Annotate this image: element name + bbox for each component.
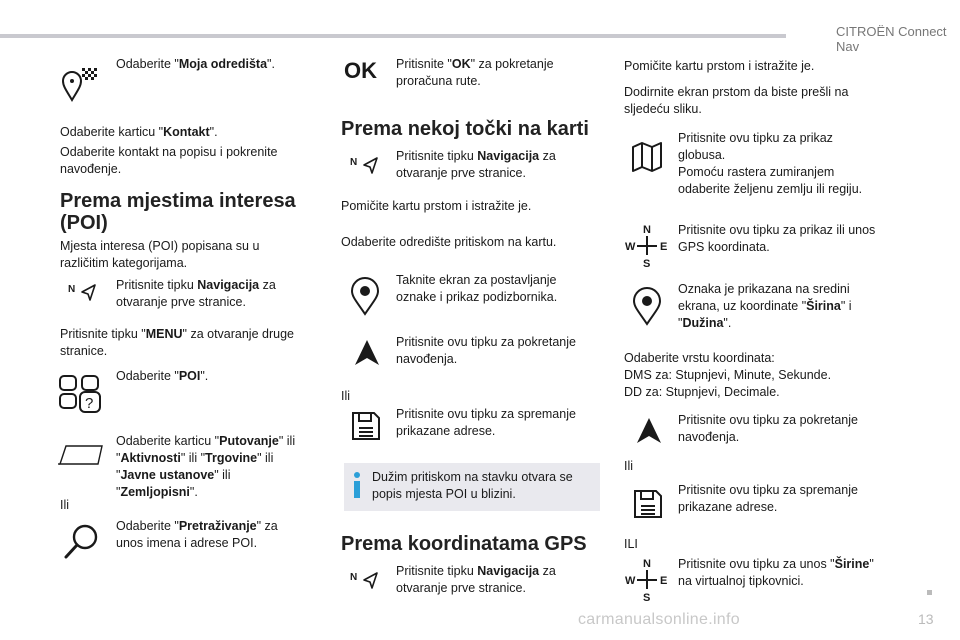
kontakt-tab-text: Odaberite karticu "Kontakt". [60,125,218,139]
select-destination-text: Odaberite odredište pritiskom na kartu. [341,235,557,249]
marker-coordinates-text: Oznaka je prikazana na sredini ekrana, uz koordinate "Širina" i "Dužina". [678,282,852,330]
navigation-icon [68,282,98,306]
save-icon [350,410,382,442]
compass-coordinates-icon [624,556,670,602]
svg-text:E: E [660,241,668,253]
start-nav-text-col3: Pritisnite ovu tipku za pokretanje navođenja. [678,413,858,444]
menu-text: Pritisnite tipku "MENU" za otvaranje druge stranice. [60,327,294,358]
navigation-icon [350,570,380,594]
category-tabs-text: Odaberite karticu "Putovanje" ili "Aktivnosti" ili "Trgovine" ili "Javne ustanove" ili "Zemljopisni". [116,434,296,499]
svg-text:W: W [625,575,636,587]
nav-icon-letter: N [68,284,76,295]
explore-text-col3: Pomičite kartu prstom i istražite je. [624,59,815,73]
svg-text:W: W [625,241,636,253]
info-box [344,463,600,511]
svg-text:N: N [643,224,651,236]
nav-icon-letter: N [350,157,358,168]
ili-text-1: Ili [60,498,70,512]
svg-text:?: ? [85,395,94,412]
search-icon [62,522,102,562]
compass-coordinates-icon [624,222,670,268]
save-address-text-col3: Pritisnite ovu tipku za spremanje prikazane adrese. [678,483,858,514]
ili-upper-text: ILI [624,537,638,551]
navigation-icon [350,155,380,179]
top-rule [0,34,786,38]
info-icon [350,471,364,499]
start-navigation-icon [352,338,382,368]
poi-nav-text: Pritisnite tipku Navigacija za otvaranje prve stranice. [116,278,276,309]
map-pin-icon [630,286,664,326]
map-pin-icon [348,276,382,316]
coordinate-type-text: Odaberite vrstu koordinata: DMS za: Stupnjevi, Minute, Sekunde. DD za: Stupnjevi, Decimale. [624,351,832,399]
search-text: Odaberite "Pretraživanje" za unos imena i adrese POI. [116,519,278,550]
poi-intro-text: Mjesta interesa (POI) popisana su u različitim kategorijama. [60,239,260,270]
map-nav-text: Pritisnite tipku Navigacija za otvaranje prve stranice. [396,149,556,180]
ili-text-2: Ili [341,389,351,403]
destination-flag-icon [60,66,100,102]
poi-select-text: Odaberite "POI". [116,369,209,383]
info-text: Dužim pritiskom na stavku otvara se popis mjesta POI u blizini. [372,470,573,501]
gps-nav-text: Pritisnite tipku Navigacija za otvaranje prve stranice. [396,564,556,595]
nav-icon-letter: N [350,572,358,583]
svg-text:S: S [643,258,651,268]
svg-text:N: N [643,558,651,570]
svg-text:E: E [660,575,668,587]
ili-text-3: Ili [624,459,634,473]
globe-text: Pritisnite ovu tipku za prikaz globusa. Pomoću rastera zumiranjem odaberite željenu zemlju ili regiju. [678,131,863,196]
gps-show-text: Pritisnite ovu tipku za prikaz ili unos GPS koordinata. [678,223,876,254]
kontakt-list-text: Odaberite kontakt na popisu i pokrenite navođenje. [60,145,278,176]
page-marker [927,590,932,595]
tap-marker-text: Taknite ekran za postavljanje oznake i prikaz podizbornika. [396,273,558,304]
start-nav-text: Pritisnite ovu tipku za pokretanje navođenja. [396,335,576,366]
map-explore-text: Pomičite kartu prstom i istražite je. [341,199,532,213]
svg-text:S: S [643,592,651,602]
map-point-heading: Prema nekoj točki na karti [341,118,589,140]
poi-icon [58,370,104,414]
ok-text: Pritisnite "OK" za pokretanje proračuna rute. [396,57,554,88]
moja-odredista-text: Odaberite "Moja odredišta". [116,57,275,71]
touch-screen-text: Dodirnite ekran prstom da biste prešli na sljedeću sliku. [624,85,849,116]
globe-map-icon [630,140,664,174]
tab-icon [58,442,104,466]
poi-heading: Prema mjestima interesa (POI) [60,190,296,234]
ok-icon: OK [344,58,377,83]
latitude-input-text: Pritisnite ovu tipku za unos "Širine" na virtualnoj tipkovnici. [678,557,874,588]
gps-heading: Prema koordinatama GPS [341,533,587,555]
save-icon [632,488,664,520]
page-number: 13 [918,611,934,627]
start-navigation-icon [634,416,664,446]
header-title: CITROËN Connect Nav [836,24,947,54]
watermark: carmanualsonline.info [578,611,740,628]
save-address-text: Pritisnite ovu tipku za spremanje prikazane adrese. [396,407,576,438]
